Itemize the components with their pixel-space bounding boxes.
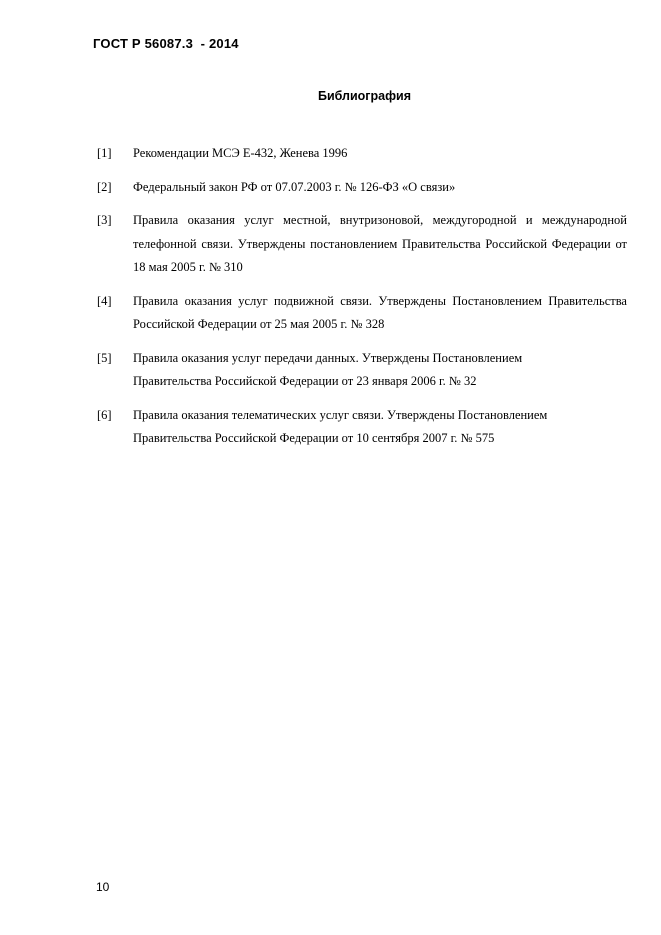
bibliography-item-1 — [97, 142, 627, 166]
bibliography-text-line: Правила оказания телематических услуг связи. Утверждены Постановлением — [133, 407, 548, 422]
page-number: 10 — [96, 880, 110, 894]
page-title: Библиография — [317, 89, 412, 103]
bibliography-item-2 — [97, 176, 627, 200]
bibliography-number: [3] — [97, 213, 112, 227]
bibliography-number: [5] — [97, 350, 112, 365]
bibliography-number: [2] — [97, 179, 112, 194]
bibliography-text-line: Правительства Российской Федерации от 10 сентября 2007 г. № 575 — [133, 431, 495, 445]
bibliography-text: Правила оказания услуг подвижной связи. Утверждены Постановлением Правительства Российской Федерации от 25 мая 2005 г. № 328 — [133, 293, 627, 331]
bibliography-list — [97, 142, 627, 461]
bibliography-number: [6] — [97, 407, 112, 422]
bibliography-text-line: Правительства Российской Федерации от 23 января 2006 г. № 32 — [133, 374, 477, 388]
bibliography-text-line: Правила оказания услуг передачи данных. Утверждены Постановлением — [133, 350, 523, 365]
bibliography-item-4 — [97, 290, 627, 337]
bibliography-text: Рекомендации МСЭ E-432, Женева 1996 — [133, 146, 348, 160]
bibliography-text: Правила оказания услуг местной, внутризоновой, междугородной и международной телефонной связи. Утверждены постановлением Правительства Российской Федерации от 18 мая 2005 г. № 310 — [133, 213, 627, 274]
bibliography-text — [133, 347, 627, 394]
bibliography-number: [1] — [97, 146, 112, 160]
bibliography-item-6 — [97, 404, 627, 451]
bibliography-text: Федеральный закон РФ от 07.07.2003 г. № 126-ФЗ «О связи» — [133, 179, 456, 194]
bibliography-item-5 — [97, 347, 627, 394]
bibliography-number: [4] — [97, 293, 112, 308]
document-header: ГОСТ Р 56087.3 - 2014 — [93, 36, 239, 51]
bibliography-text — [133, 404, 627, 451]
bibliography-item-3 — [97, 209, 627, 280]
